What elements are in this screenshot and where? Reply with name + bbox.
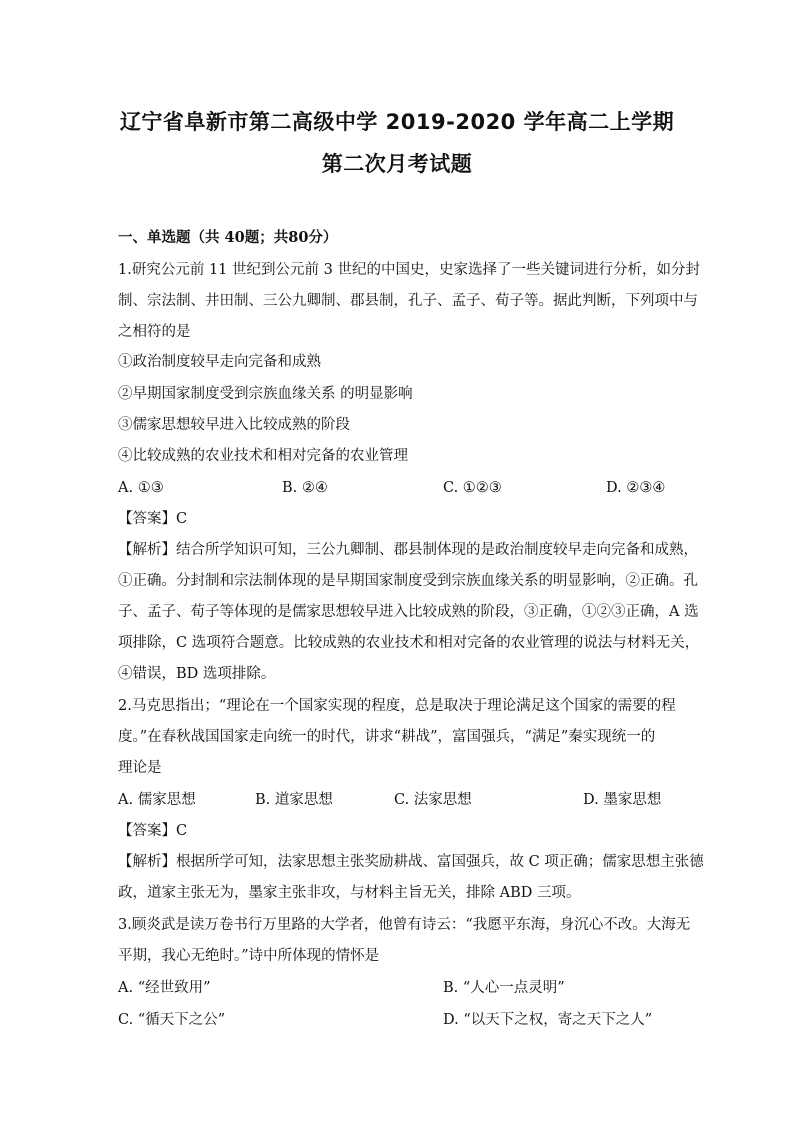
q1-option-c: C. ①②③ bbox=[443, 480, 502, 496]
q1-item-4: ④比较成熟的农业技术和相对完备的农业管理 bbox=[118, 448, 408, 464]
document-title-line-2: 第二次月考试题 bbox=[321, 152, 473, 176]
q1-analysis-line-1: 【解析】结合所学知识可知，三公九卿制、郡县制体现的是政治制度较早走向完备和成熟， bbox=[118, 542, 698, 558]
q2-analysis-line-1: 【解析】根据所学可知，法家思想主张奖励耕战、富国强兵，故 C 项正确；儒家思想主张德 bbox=[118, 854, 704, 870]
q3-stem-line-2: 平期，我心无绝时。”诗中所体现的情怀是 bbox=[118, 948, 380, 964]
q2-answer: 【答案】C bbox=[118, 823, 188, 839]
q1-item-3: ③儒家思想较早进入比较成熟的阶段 bbox=[118, 417, 350, 433]
q1-item-1: ①政治制度较早走向完备和成熟 bbox=[118, 354, 321, 370]
q2-stem-line-3: 理论是 bbox=[118, 760, 162, 776]
q3-option-d: D. “以天下之权，寄之天下之人” bbox=[443, 1012, 653, 1028]
q1-stem-line-2: 制、宗法制、井田制、三公九卿制、郡县制，孔子、孟子、荀子等。据此判断，下列项中与 bbox=[118, 293, 698, 309]
q2-option-c: C. 法家思想 bbox=[394, 792, 472, 808]
q1-item-2: ②早期国家制度受到宗族血缘关系 的明显影响 bbox=[118, 386, 413, 402]
q1-analysis-line-4: 项排除，C 选项符合题意。比较成熟的农业技术和相对完备的农业管理的说法与材料无关， bbox=[118, 635, 700, 651]
q2-stem-line-2: 度。”在春秋战国国家走向统一的时代，讲求“耕战”，富国强兵，“满足”秦实现统一的 bbox=[118, 729, 656, 745]
document-title-line-1: 辽宁省阜新市第二高级中学 2019-2020 学年高二上学期 bbox=[119, 110, 675, 134]
q1-option-a: A. ①③ bbox=[118, 480, 164, 496]
q3-stem-line-1: 3.顾炎武是读万卷书行万里路的大学者，他曾有诗云：“我愿平东海，身沉心不改。大海无 bbox=[118, 917, 691, 933]
q1-option-b: B. ②④ bbox=[282, 480, 328, 496]
q2-option-b: B. 道家思想 bbox=[255, 792, 333, 808]
q1-answer: 【答案】C bbox=[118, 511, 188, 527]
q2-analysis-line-2: 政，道家主张无为，墨家主张非攻，与材料主旨无关，排除 ABD 三项。 bbox=[118, 885, 581, 901]
q3-option-b: B. “人心一点灵明” bbox=[443, 980, 565, 996]
q2-stem-line-1: 2.马克思指出；“理论在一个国家实现的程度，总是取决于理论满足这个国家的需要的程 bbox=[118, 698, 676, 714]
q2-option-a: A. 儒家思想 bbox=[118, 792, 196, 808]
q2-option-d: D. 墨家思想 bbox=[583, 792, 662, 808]
q1-stem-line-1: 1.研究公元前 11 世纪到公元前 3 世纪的中国史，史家选择了一些关键词进行分析，如分封 bbox=[118, 262, 700, 278]
q1-analysis-line-3: 子、孟子、荀子等体现的是儒家思想较早进入比较成熟的阶段，③正确，①②③正确，A 选 bbox=[118, 604, 699, 620]
q1-analysis-line-5: ④错误，BD 选项排除。 bbox=[118, 666, 276, 682]
q1-option-d: D. ②③④ bbox=[606, 480, 666, 496]
q1-stem-line-3: 之相符的是 bbox=[118, 324, 191, 340]
q3-option-a: A. “经世致用” bbox=[118, 980, 211, 996]
q3-option-c: C. “循天下之公” bbox=[118, 1012, 226, 1028]
section-heading: 一、单选题（共 40题；共80分） bbox=[118, 229, 338, 246]
q1-analysis-line-2: ①正确。分封制和宗法制体现的是早期国家制度受到宗族血缘关系的明显影响，②正确。孔 bbox=[118, 573, 698, 589]
